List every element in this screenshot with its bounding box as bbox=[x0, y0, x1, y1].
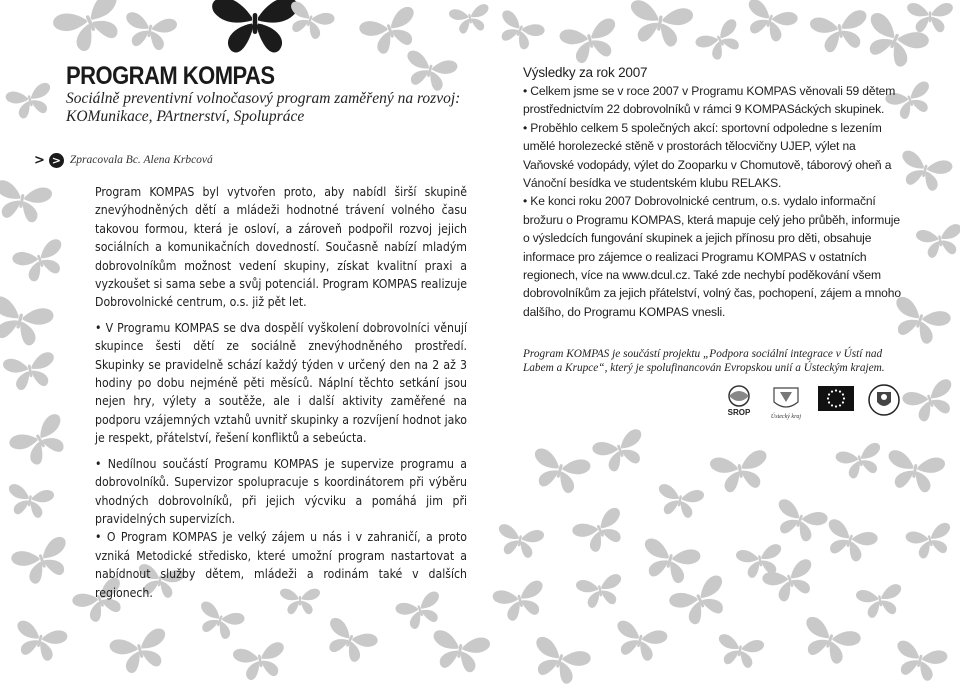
bullet-text: V Programu KOMPAS se dva dospělí vyškolení dobrovolníci věnují skupince šesti dětí ze sociálně znevýhodněného prostředí. Skupinky se pravidelně schází každý týden v určený den na 2 až 3 hodiny po dobu nejméně pěti měsíců. Náplní těchto setkání jsou nejen hry, výlety a soutěže, ale i další aktivity zaměřené na podporu vzájemných vztahů uvnitř skupinky a rozvíjení hodnot jako je respekt, přátelství, řešení konfliktů a sebeúcta. bbox=[95, 320, 467, 446]
eu-star-icon bbox=[835, 389, 837, 391]
butterfly-decoration bbox=[835, 442, 887, 482]
butterfly-decoration bbox=[855, 583, 905, 620]
result-text: Celkem jsme se v roce 2007 v Programu KOMPAS věnovali 59 dětem prostřednictvím 22 dobrovolníků v rámci 9 KOMPASáckých skupinek. bbox=[523, 84, 896, 117]
butterfly-decoration bbox=[108, 627, 173, 677]
butterfly-decoration bbox=[2, 351, 58, 392]
ustecky-kraj-logo bbox=[766, 384, 806, 422]
butterfly-decoration bbox=[0, 295, 55, 350]
butterfly-decoration bbox=[7, 412, 75, 472]
arrow-right-icon: > bbox=[34, 152, 45, 168]
butterfly-decoration bbox=[637, 537, 702, 587]
butterfly-decoration bbox=[5, 82, 57, 122]
results-body bbox=[523, 82, 905, 321]
page-subtitle: Sociálně preventivní volnočasový program zaměřený na rozvoj: KOMunikace, PArtnerství, Spolupráce bbox=[66, 90, 461, 125]
butterfly-decoration bbox=[526, 635, 592, 685]
butterfly-decoration bbox=[193, 600, 246, 643]
result-item: • Ke konci roku 2007 Dobrovolnické centrum, o.s. vydalo informační brožuru o Programu KOMPAS, která mapuje celý jeho průběh, informuje o výsledcích fungování skupinek a jejich přínosu pro děti, obsahuje informace pro zájemce o realizaci Programu KOMPAS v ostatních regionech, více na www.dcul.cz. Také zde nechybí poděkování všem dobrovolníkům za jejich přátelství, volný čas, pochopení, zájem a mnoho dalšího, do Programu KOMPAS vnesli. bbox=[523, 194, 901, 319]
bullet-text: Nedílnou součástí Programu KOMPAS je supervize programu a dobrovolníků. Supervizor spolupracuje s koordinátorem při výběru vhodných dobrovolníků, při jejich výcviku a pomáhá jim při pravidelných supervizích. bbox=[95, 456, 468, 526]
funding-note: Program KOMPAS je součástí projektu „Podpora sociální integrace v Ústí nad Labem a Krupce“, který je spolufinancován Evropskou unií a Ústeckým krajem. bbox=[523, 348, 885, 375]
eu-star-icon bbox=[839, 404, 841, 406]
page-title: PROGRAM KOMPAS bbox=[66, 62, 275, 90]
eu-star-icon bbox=[831, 404, 833, 406]
butterfly-decoration bbox=[715, 633, 765, 670]
eu-star-icon bbox=[842, 401, 844, 403]
butterfly-decoration bbox=[10, 619, 68, 664]
butterfly-decoration bbox=[495, 523, 545, 560]
eu-star-icon bbox=[828, 393, 830, 395]
butterfly-decoration bbox=[575, 573, 625, 610]
butterfly-decoration bbox=[428, 629, 491, 675]
butterfly-decoration bbox=[820, 518, 880, 566]
butterfly-decoration bbox=[448, 3, 492, 35]
bullet-paragraph: • O Program KOMPAS je velký zájem u nás i v zahraničí, a proto vzniká Metodické středisko, které umožní program nastartovat a nabídnout služby dětem, mládeži a rodinám také v dalších regionech. bbox=[95, 530, 467, 600]
butterfly-decoration bbox=[10, 535, 76, 589]
eu-star-icon bbox=[843, 397, 845, 399]
eu-star-icon bbox=[835, 405, 837, 407]
srop-label: SROP bbox=[727, 408, 751, 417]
eu-star-icon bbox=[842, 393, 844, 395]
butterfly-decoration bbox=[571, 506, 631, 558]
srop-logo bbox=[720, 382, 758, 418]
partner-logos bbox=[720, 382, 920, 422]
butterfly-decoration bbox=[905, 522, 957, 562]
eu-star-icon bbox=[828, 401, 830, 403]
butterfly-decoration bbox=[915, 223, 960, 260]
bullet-paragraph: • V Programu KOMPAS se dva dospělí vyškolení dobrovolníci věnují skupince šesti dětí ze sociálně znevýhodněného prostředí. Skupinky se pravidelně schází každý týden v určený den na 2 až 3 hodiny po dobu nejméně pěti měsíců. Náplní těchto setkání jsou nejen hry, výlety a soutěže, ale i další aktivity zaměřené na podporu vzájemných vztahů uvnitř skupinky a rozvíjení hodnot jako je respekt, přátelství, řešení konfliktů a sebeúcta. bbox=[95, 320, 467, 446]
eu-star-icon bbox=[839, 390, 841, 392]
butterfly-decoration bbox=[709, 449, 772, 495]
eu-star-icon bbox=[827, 397, 829, 399]
bullet-paragraph: • Nedílnou součástí Programu KOMPAS je supervize programu a dobrovolníků. Supervizor spolupracuje s koordinátorem při výběru vhodných dobrovolníků, při jejich výcviku a pomáhá jim při pravidelných supervizích. bbox=[95, 456, 468, 526]
butterfly-decoration bbox=[491, 579, 549, 624]
intro-paragraph: Program KOMPAS byl vytvořen proto, aby nabídl širší skupině znevýhodněných dětí a mládeži hodnotné trávení volného času takovou formou, která je osloví, a zároveň podpořil rozvoj jejich sociálních a komunikačních dovedností. Současně nabízí mladým dobrovolníkům možnost vedení skupiny, získat kvalitní praxi a vyzkoušet si sama sebe a svůj potenciál. Program KOMPAS realizuje Dobrovolnické centrum, o.s. již pět let. bbox=[95, 185, 467, 310]
result-item: • Proběhlo celkem 5 společných akcí: sportovní odpoledne s lezením umělé horolezecké stěně v prostorách tělocvičny UJEP, výlet na Vaňovské vodopády, výlet do Zooparku v Chomutově, táborový oheň a Vánoční besídka ve studentském klubu RELAKS. bbox=[523, 120, 892, 191]
butterfly-decoration bbox=[655, 483, 705, 520]
butterfly-decoration bbox=[11, 238, 71, 286]
author-credit: Zpracovala Bc. Alena Krbcová bbox=[69, 154, 213, 166]
butterfly-decoration bbox=[890, 639, 948, 684]
author-line bbox=[34, 152, 213, 168]
arrow-circle-icon: > bbox=[49, 153, 64, 168]
city-crest-logo bbox=[866, 382, 902, 418]
results-heading: Výsledky za rok 2007 bbox=[523, 65, 648, 80]
butterfly-decoration bbox=[591, 428, 651, 476]
result-text: Ke konci roku 2007 Dobrovolnické centrum, o.s. vydalo informační brožuru o Programu KOMPAS, která mapuje celý jeho průběh, informuje o výsledcích fungování skupinek a jejich přínosu pro děti, obsahuje informace pro zájemce o realizaci Programu KOMPAS v ostatních regionech, více na www.dcul.cz. Také zde nechybí poděkování všem dobrovolníkům za jejich přátelství, volný čas, pochopení, zájem a mnoho dalšího, do Programu KOMPAS vnesli. bbox=[523, 194, 901, 319]
butterfly-decoration bbox=[5, 483, 55, 520]
eu-flag-logo bbox=[818, 386, 854, 411]
butterfly-decoration bbox=[796, 615, 862, 669]
eu-star-icon bbox=[831, 390, 833, 392]
butterfly-decoration bbox=[51, 0, 132, 59]
left-header bbox=[66, 62, 466, 126]
butterfly-decoration bbox=[883, 449, 946, 495]
left-body bbox=[95, 183, 467, 602]
butterfly-decoration bbox=[694, 17, 748, 65]
butterfly-decoration bbox=[122, 11, 178, 52]
right-column bbox=[523, 64, 905, 375]
butterfly-decoration bbox=[232, 641, 288, 682]
butterfly-decoration bbox=[558, 17, 623, 67]
kraj-label: Ústecký kraj bbox=[770, 414, 802, 420]
butterfly-decoration bbox=[492, 9, 546, 55]
butterfly-decoration bbox=[527, 447, 592, 497]
butterfly-decoration bbox=[0, 179, 53, 225]
butterfly-decoration bbox=[610, 619, 668, 664]
result-text: Proběhlo celkem 5 společných akcí: sportovní odpoledne s lezením umělé horolezecké stěně v prostorách tělocvičny UJEP, výlet na Vaňovské vodopády, výlet do Zooparku v Chomutově, táborový oheň a Vánoční besídka ve studentském klubu RELAKS. bbox=[523, 120, 892, 191]
butterfly-decoration bbox=[770, 498, 830, 546]
butterfly-decoration bbox=[212, 0, 298, 52]
butterfly-decoration bbox=[625, 0, 694, 49]
butterfly-decoration bbox=[907, 3, 953, 32]
butterfly-decoration bbox=[809, 9, 872, 55]
butterfly-decoration bbox=[740, 0, 800, 46]
result-item: • Celkem jsme se v roce 2007 v Programu KOMPAS věnovali 59 dětem prostřednictvím 22 dobrovolníků v rámci 9 KOMPASáckých skupinek. bbox=[523, 84, 896, 117]
bullet-text: O Program KOMPAS je velký zájem u nás i v zahraničí, a proto vzniká Metodické středisko, které umožní program nastartovat a nabídnout služby dětem, mládeži a rodinám také v dalších regionech. bbox=[95, 530, 467, 600]
butterfly-decoration bbox=[319, 616, 379, 668]
